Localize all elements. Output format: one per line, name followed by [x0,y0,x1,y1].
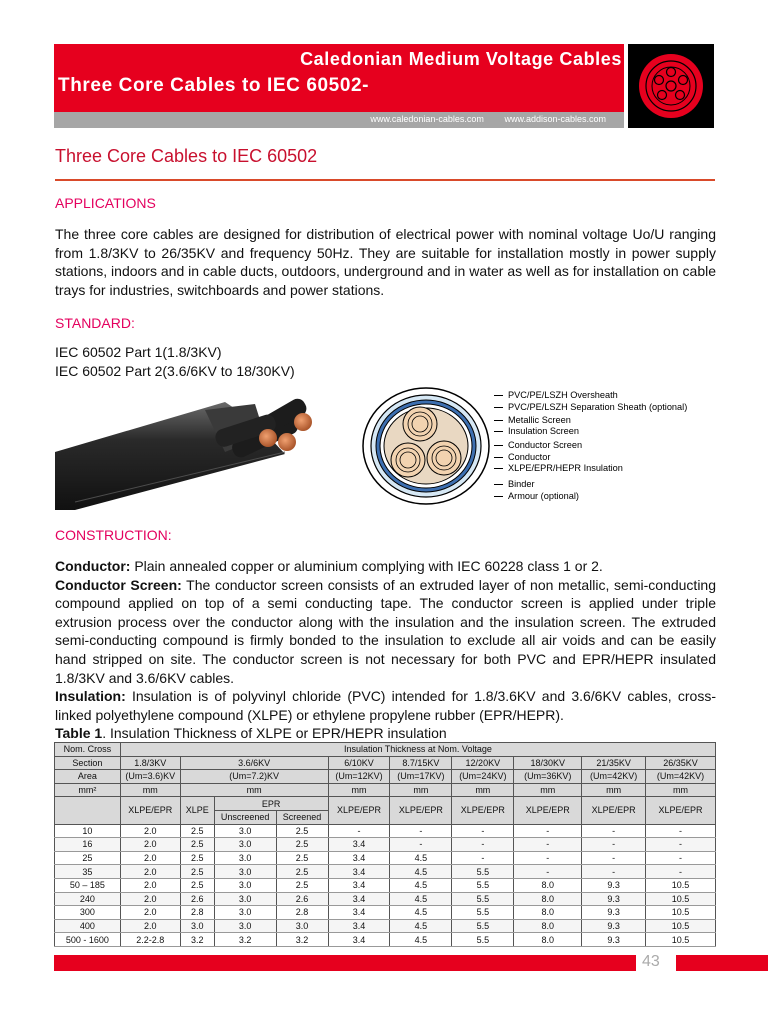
thickness-cell: - [646,824,716,838]
conductor-label: Conductor: [55,558,131,574]
construction-text [55,557,716,743]
thickness-cell: 2.0 [120,824,180,838]
thickness-cell: 2.0 [120,892,180,906]
thickness-cell: 10.5 [646,878,716,892]
header-mm2: mm² [55,783,121,797]
header-material: XLPE/EPR [120,797,180,824]
thickness-cell: 2.0 [120,838,180,852]
thickness-cell: - [328,824,390,838]
thickness-cell: 3.0 [214,919,276,933]
thickness-cell: - [514,865,582,879]
header-um: (Um=3.6)KV [120,770,180,784]
thickness-cell: 5.5 [452,865,514,879]
thickness-cell: 4.5 [390,906,452,920]
thickness-cell: 8.0 [514,919,582,933]
header-unit: mm [646,783,716,797]
header-blank [55,797,121,824]
page-title: Three Core Cables to IEC 60502 [55,146,318,166]
thickness-cell: 4.5 [390,851,452,865]
standard-line-2: IEC 60502 Part 2(3.6/6KV to 18/30KV) [55,363,295,379]
applications-text: The three core cables are designed for distribution of electrical power with nominal voltage Uo/U ranging from 1.8/3KV to 26/35KV and frequency 50Hz. They are suitable for installation mostly in power supply stations, indoors and in cable ducts, outdoors, underground and in water as well as for installation on cable trays for industries, switchboards and power stations. [55,226,716,298]
thickness-cell: 3.4 [328,933,390,947]
conductor-screen-label: Conductor Screen: [55,576,182,593]
thickness-cell: 4.5 [390,892,452,906]
cross-section-cell: 500 - 1600 [55,933,121,947]
thickness-cell: 3.0 [214,851,276,865]
header-material: EPR [214,797,328,811]
label-conductor-screen: Conductor Screen [508,440,583,450]
thickness-cell: - [582,865,646,879]
cable-logo [628,44,714,128]
page-number: 43 [642,953,660,970]
thickness-cell: 10.5 [646,906,716,920]
thickness-cell: 8.0 [514,906,582,920]
table-row [55,878,716,892]
header-unit: mm [582,783,646,797]
thickness-cell: 9.3 [582,906,646,920]
label-insulation-screen: Insulation Screen [508,426,579,436]
thickness-cell: 3.4 [328,865,390,879]
header-um: (Um=17KV) [390,770,452,784]
header-um: (Um=42KV) [582,770,646,784]
header-material: XLPE/EPR [646,797,716,824]
thickness-cell: 4.5 [390,865,452,879]
thickness-cell: 2.0 [120,878,180,892]
thickness-cell: 10.5 [646,892,716,906]
table-row [55,824,716,838]
thickness-cell: 2.5 [276,851,328,865]
header-voltage: 26/35KV [646,756,716,770]
label-metallic-screen: Metallic Screen [508,415,571,425]
heading-divider [55,179,715,181]
insulation-text: Insulation is of polyvinyl chloride (PVC) intended for 1.8/3.6KV and 3.6/6KV cables, cross-linked polyethylene compound (XLPE) or ethylene propylene rubber (EPR/HEPR). [55,688,716,723]
header-material: XLPE/EPR [582,797,646,824]
table-row [55,851,716,865]
thickness-cell: 5.5 [452,892,514,906]
header-group: Insulation Thickness at Nom. Voltage [120,743,715,757]
applications-heading: APPLICATIONS [55,195,156,211]
thickness-cell: 2.0 [120,851,180,865]
label-conductor: Conductor [508,452,551,462]
thickness-cell: 2.0 [120,906,180,920]
table-row [55,865,716,879]
thickness-cell: - [582,838,646,852]
construction-heading: CONSTRUCTION: [55,527,172,543]
addison-link[interactable]: www.addison-cables.com [504,114,606,124]
label-separation-sheath: PVC/PE/LSZH Separation Sheath (optional) [508,402,688,412]
thickness-cell: 3.0 [214,878,276,892]
header-unit: mm [120,783,180,797]
table-row [55,919,716,933]
thickness-cell: 3.4 [328,838,390,852]
header-um: (Um=24KV) [452,770,514,784]
cable-cross-section-diagram [358,382,508,512]
table-row [55,933,716,947]
insulation-thickness-table [54,742,716,947]
header-material: XLPE/EPR [452,797,514,824]
thickness-cell: 10.5 [646,933,716,947]
footer-bar-right [676,955,768,971]
header-section: Section [55,756,121,770]
thickness-cell: 2.8 [276,906,328,920]
conductor-screen-text: The conductor screen consists of an extruded layer of non metallic, semi-conducting compound applied on top of a semi conducting tape. The conductor screen is applied under triple extrusion process over the conductor along with the insulation and the insulation screen. The extruded semi-conducting compound is firmly bonded to the insulation to exclude all air voids and can be easily hand stripped on site. The conductor screen is not necessary for both PVC and EPR/HEPR insulated 1.8/3KV and 3.6/6KV cables. [55,576,716,686]
header-unscreened: Unscreened [214,810,276,824]
header-unit: mm [180,783,328,797]
cross-section-cell: 50 – 185 [55,878,121,892]
label-binder: Binder [508,479,535,489]
thickness-cell: 2.0 [120,919,180,933]
label-armour: Armour (optional) [508,491,579,501]
thickness-cell: - [646,851,716,865]
cross-section-cell: 400 [55,919,121,933]
thickness-cell: 3.4 [328,906,390,920]
thickness-cell: 4.5 [390,919,452,933]
thickness-cell: 3.2 [214,933,276,947]
thickness-cell: 3.0 [276,919,328,933]
header-banner [54,44,624,112]
thickness-cell: - [390,838,452,852]
thickness-cell: 2.5 [180,878,214,892]
table-row [55,906,716,920]
thickness-cell: 2.5 [276,878,328,892]
cross-section-cell: 300 [55,906,121,920]
thickness-cell: 10.5 [646,919,716,933]
thickness-cell: 3.4 [328,892,390,906]
thickness-cell: - [582,824,646,838]
thickness-cell: 3.2 [180,933,214,947]
label-oversheath: PVC/PE/LSZH Oversheath [508,390,618,400]
header-um: (Um=7.2)KV [180,770,328,784]
thickness-cell: 3.4 [328,919,390,933]
cross-section-cell: 240 [55,892,121,906]
thickness-cell: 2.5 [180,838,214,852]
thickness-cell: 2.6 [276,892,328,906]
header-unit: mm [514,783,582,797]
thickness-cell: 2.5 [180,824,214,838]
header-link-bar [54,112,624,128]
header-nom-cross: Nom. Cross [55,743,121,757]
diagram-legend [508,390,718,510]
table-row [55,838,716,852]
thickness-cell: 3.4 [328,851,390,865]
standard-line-1: IEC 60502 Part 1(1.8/3KV) [55,344,222,360]
thickness-cell: 2.5 [276,838,328,852]
thickness-cell: 8.0 [514,878,582,892]
thickness-cell: 2.0 [120,865,180,879]
header-um: (Um=42KV) [646,770,716,784]
thickness-cell: - [646,865,716,879]
thickness-cell: - [514,824,582,838]
header-material: XLPE/EPR [328,797,390,824]
header-unit: mm [328,783,390,797]
header-material: XLPE/EPR [390,797,452,824]
thickness-cell: 9.3 [582,919,646,933]
thickness-cell: 3.2 [276,933,328,947]
header-area: Area [55,770,121,784]
thickness-cell: 5.5 [452,933,514,947]
thickness-cell: 2.5 [276,824,328,838]
thickness-cell: 2.8 [180,906,214,920]
thickness-cell: 2.5 [180,865,214,879]
footer-bar [54,955,636,971]
thickness-cell: 3.0 [214,865,276,879]
header-voltage: 21/35KV [582,756,646,770]
thickness-cell: 3.0 [214,892,276,906]
header-voltage: 18/30KV [514,756,582,770]
header-voltage: 6/10KV [328,756,390,770]
header-um: (Um=12KV) [328,770,390,784]
thickness-cell: 2.2-2.8 [120,933,180,947]
thickness-cell: 3.0 [214,838,276,852]
thickness-cell: - [646,838,716,852]
header-voltage: 12/20KV [452,756,514,770]
table-body [55,824,716,946]
table-row [55,892,716,906]
standard-heading: STANDARD: [55,315,135,331]
thickness-cell: 9.3 [582,878,646,892]
conductor-text: Plain annealed copper or aluminium complying with IEC 60228 class 1 or 2. [130,558,603,574]
thickness-cell: 4.5 [390,933,452,947]
thickness-cell: 3.0 [180,919,214,933]
insulation-label: Insulation: [55,688,126,705]
table-caption: . Insulation Thickness of XLPE or EPR/HEPR insulation [102,725,447,742]
thickness-cell: 2.6 [180,892,214,906]
thickness-cell: - [390,824,452,838]
thickness-cell: 5.5 [452,878,514,892]
header-material: XLPE [180,797,214,824]
cross-section-cell: 16 [55,838,121,852]
thickness-cell: 3.0 [214,824,276,838]
header-material: XLPE/EPR [514,797,582,824]
header-unit: mm [390,783,452,797]
cross-section-cell: 10 [55,824,121,838]
table-label: Table 1 [55,725,103,742]
header-voltage: 8.7/15KV [390,756,452,770]
header-unit: mm [452,783,514,797]
caledonian-link[interactable]: www.caledonian-cables.com [370,114,484,124]
thickness-cell: 5.5 [452,906,514,920]
thickness-cell: - [514,838,582,852]
thickness-cell: - [452,824,514,838]
thickness-cell: 3.0 [214,906,276,920]
thickness-cell: 9.3 [582,933,646,947]
thickness-cell: 9.3 [582,892,646,906]
header-screened: Screened [276,810,328,824]
header-title: Caledonian Medium Voltage Cables [300,49,622,69]
thickness-cell: 2.5 [276,865,328,879]
thickness-cell: - [452,851,514,865]
header-voltage: 1.8/3KV [120,756,180,770]
cable-photo [55,382,345,510]
header-um: (Um=36KV) [514,770,582,784]
thickness-cell: - [452,838,514,852]
thickness-cell: 4.5 [390,878,452,892]
cross-section-cell: 35 [55,865,121,879]
thickness-cell: - [582,851,646,865]
thickness-cell: 2.5 [180,851,214,865]
label-insulation: XLPE/EPR/HEPR Insulation [508,463,623,473]
thickness-cell: 8.0 [514,933,582,947]
thickness-cell: 3.4 [328,878,390,892]
header-voltage: 3.6/6KV [180,756,328,770]
thickness-cell: 5.5 [452,919,514,933]
thickness-cell: - [514,851,582,865]
header-subtitle: Three Core Cables to IEC 60502- [58,75,370,96]
cross-section-cell: 25 [55,851,121,865]
thickness-cell: 8.0 [514,892,582,906]
